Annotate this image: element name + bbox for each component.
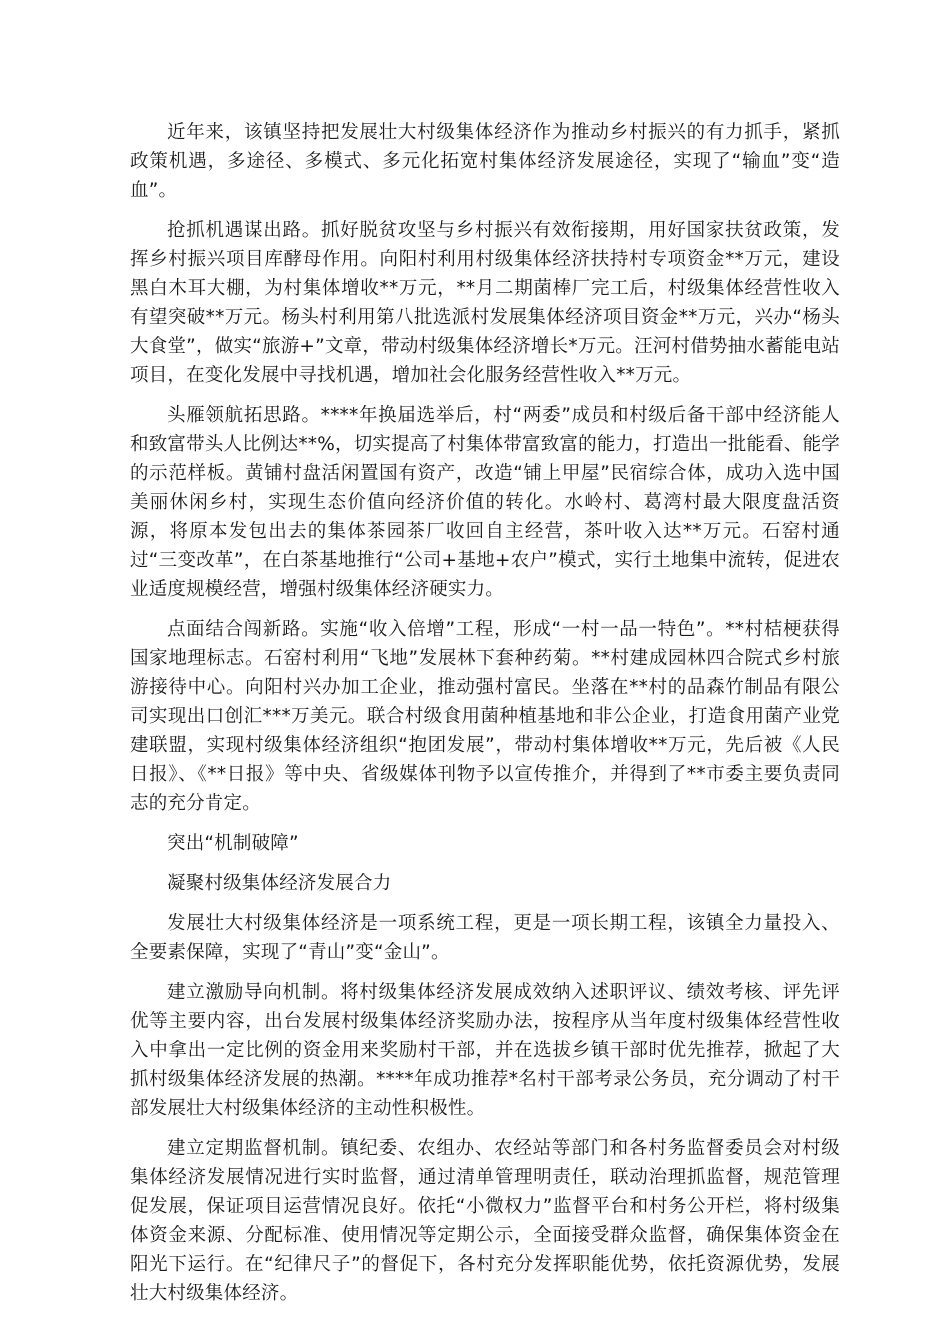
paragraph-intro: 近年来，该镇坚持把发展壮大村级集体经济作为推动乡村振兴的有力抓手，紧抓政策机遇，多途径、多模式、多元化拓宽村集体经济发展途径，实现了“输血”变“造血”。 bbox=[130, 122, 840, 201]
paragraph-leading-geese: 头雁领航拓思路。****年换届选举后，村“两委”成员和村级后备干部中经济能人和致富带头人比例达**%，切实提高了村集体带富致富的能力，打造出一批能看、能学的示范样板。黄铺村盘活闲置国有资产，改造“铺上甲屋”民宿综合体，成功入选中国美丽休闲乡村，实现生态价值向经济价值的转化。水岭村、葛湾村最大限度盘活资源，将原本发包出去的集体茶园茶厂收回自主经营，茶叶收入达**万元。石窑村通过“三变改革”，在白茶基地推行“公司+基地+农户”模式，实行土地集中流转，促进农业适度规模经营，增强村级集体经济硬实力。 bbox=[130, 405, 840, 600]
paragraph-incentive-mechanism: 建立激励导向机制。将村级集体经济发展成效纳入述职评议、绩效考核、评先评优等主要内容，出台发展村级集体经济奖励办法，按程序从当年度村级集体经营性收入中拿出一定比例的资金用来奖励村干部，并在选拔乡镇干部时优先推荐，掀起了大抓村级集体经济发展的热潮。****年成功推荐*名村干部考录公务员，充分调动了村干部发展壮大村级集体经济的主动性积极性。 bbox=[130, 982, 840, 1119]
paragraph-supervision-mechanism: 建立定期监督机制。镇纪委、农组办、农经站等部门和各村务监督委员会对村级集体经济发展情况进行实时监督，通过清单管理明责任，联动治理抓监督，规范管理促发展，保证项目运营情况良好。依托“小微权力”监督平台和村务公开栏，将村级集体资金来源、分配标准、使用情况等定期公示，全面接受群众监督，确保集体资金在阳光下运行。在“纪律尺子”的督促下，各村充分发挥职能优势，依托资源优势，发展壮大村级集体经济。 bbox=[130, 1138, 840, 1304]
section-heading-mechanism: 突出“机制破障” bbox=[167, 833, 299, 854]
document-body bbox=[130, 118, 840, 1319]
paragraph-systematic-project: 发展壮大村级集体经济是一项系统工程，更是一项长期工程，该镇全力量投入、全要素保障，实现了“青山”变“金山”。 bbox=[130, 913, 840, 963]
paragraph-seize-opportunity: 抢抓机遇谋出路。抓好脱贫攻坚与乡村振兴有效衔接期，用好国家扶贫政策，发挥乡村振兴项目库酵母作用。向阳村利用村级集体经济扶持村专项资金**万元，建设黑白木耳大棚，为村集体增收**万元，**月二期菌棒厂完工后，村级集体经营性收入有望突破**万元。杨头村利用第八批选派村发展集体经济项目资金**万元，兴办“杨头大食堂”，做实“旅游+”文章，带动村级集体经济增长*万元。汪河村借势抽水蓄能电站项目，在变化发展中寻找机遇，增加社会化服务经营性收入**万元。 bbox=[130, 220, 840, 386]
section-subheading-synergy: 凝聚村级集体经济发展合力 bbox=[167, 873, 392, 894]
paragraph-point-and-area: 点面结合闯新路。实施“收入倍增”工程，形成“一村一品一特色”。**村桔梗获得国家地理标志。石窑村利用“飞地”发展林下套种药菊。**村建成园林四合院式乡村旅游接待中心。向阳村兴办加工企业，推动强村富民。坐落在**村的品森竹制品有限公司实现出口创汇***万美元。联合村级食用菌种植基地和非公企业，打造食用菌产业党建联盟，实现村级集体经济组织“抱团发展”，带动村集体增收**万元，先后被《人民日报》、《**日报》等中央、省级媒体刊物予以宣传推介，并得到了**市委主要负责同志的充分肯定。 bbox=[130, 619, 840, 814]
